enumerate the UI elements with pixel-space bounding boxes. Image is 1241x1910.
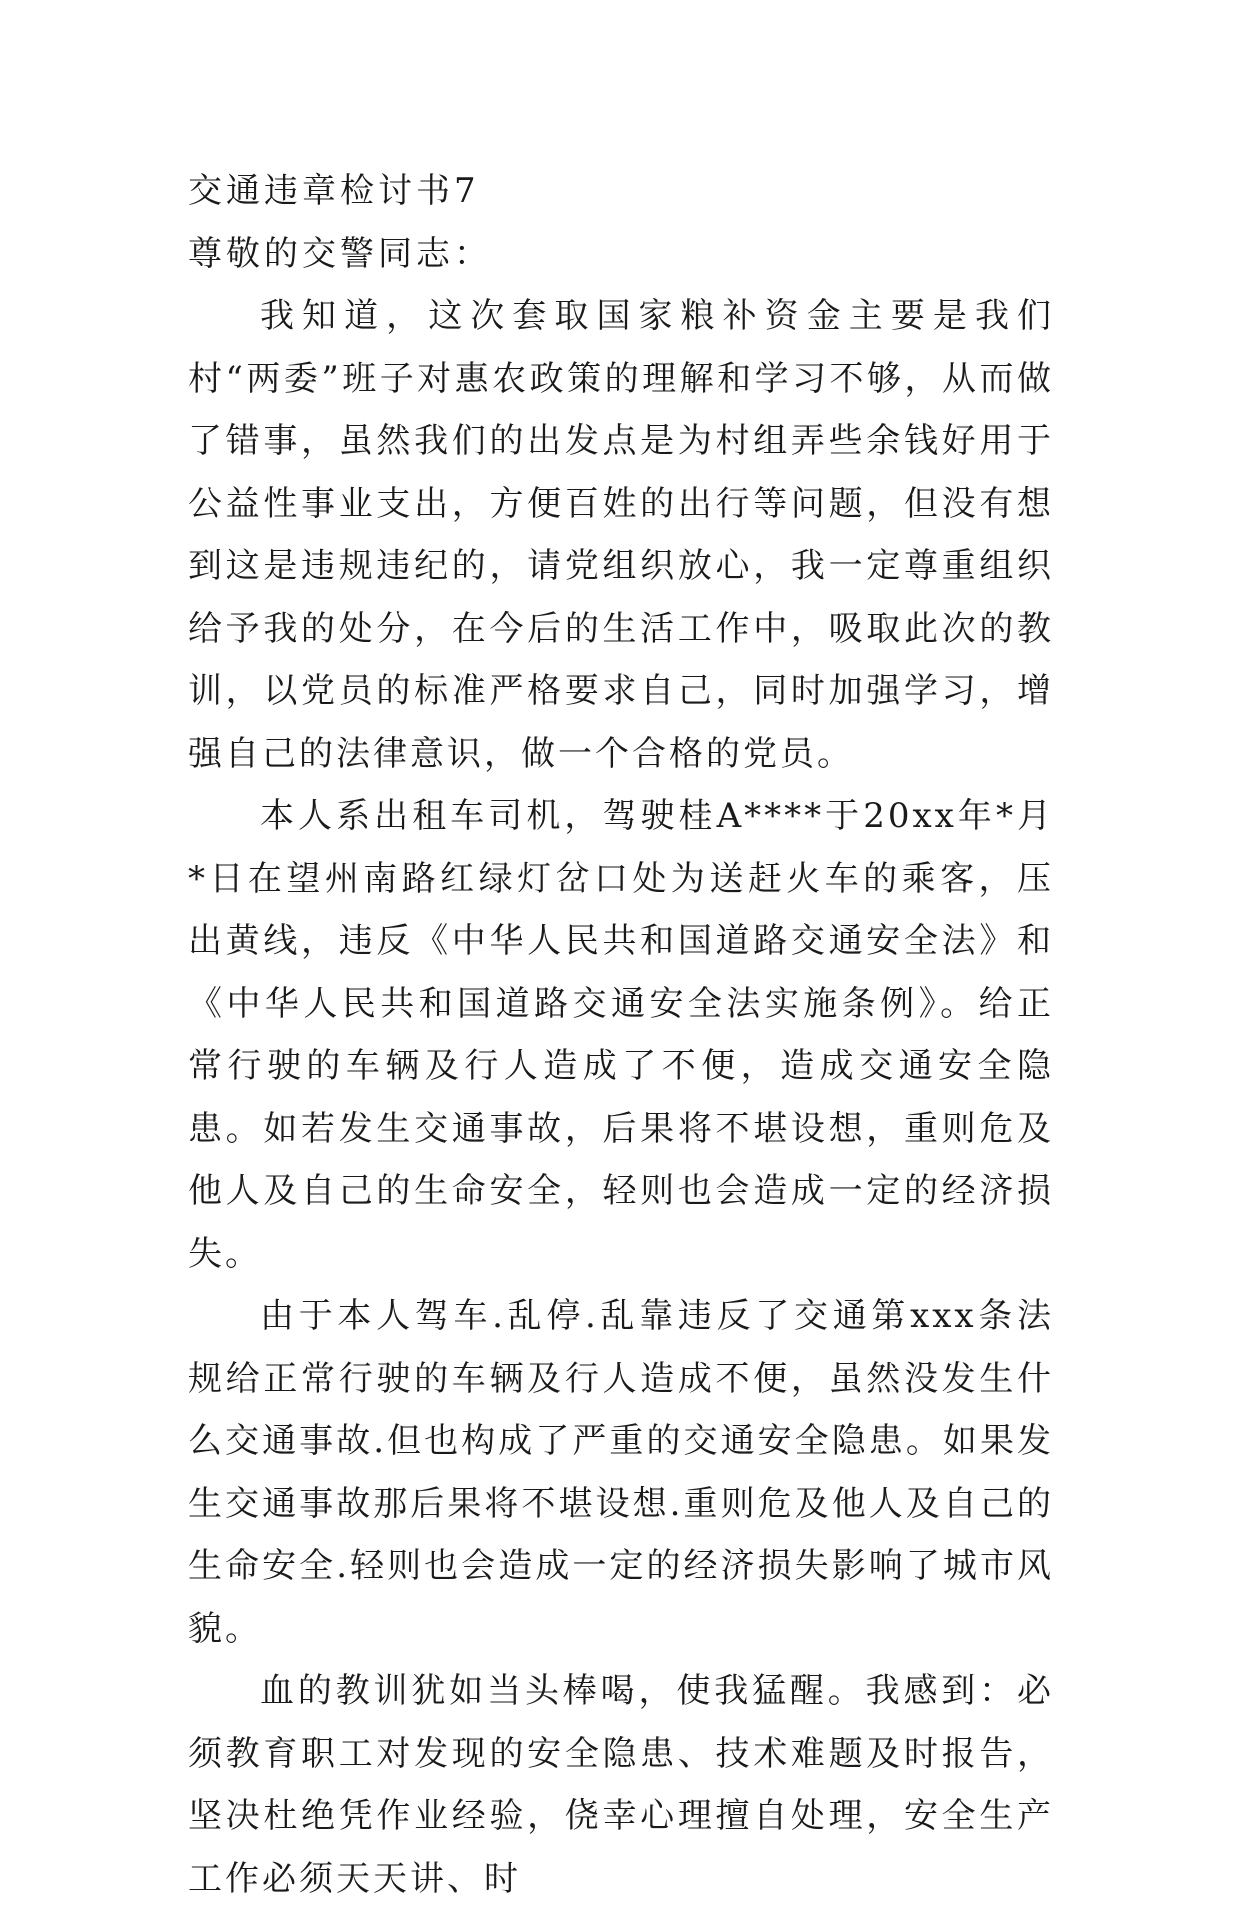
paragraph-3: 由于本人驾车.乱停.乱靠违反了交通第xxx条法规给正常行驶的车辆及行人造成不便，虽然没发生什么交通事故.但也构成了严重的交通安全隐患。如果发生交通事故那后果将不堪设想.重则危及他人及自己的生命安全.轻则也会造成一定的经济损失影响了城市风貌。: [188, 1296, 1054, 1649]
paragraph-1: 我知道，这次套取国家粮补资金主要是我们村“两委”班子对惠农政策的理解和学习不够，从而做了错事，虽然我们的出发点是为村组弄些余钱好用于公益性事业支出，方便百姓的出行等问题，但没有想到这是违规违纪的，请党组织放心，我一定尊重组织给予我的处分，在今后的生活工作中，吸取此次的教训，以党员的标准严格要求自己，同时加强学习，增强自己的法律意识，做一个合格的党员。: [188, 296, 1054, 774]
document-title: 交通违章检讨书7: [188, 171, 480, 211]
salutation: 尊敬的交警同志：: [188, 233, 492, 274]
paragraph-2: 本人系出租车司机，驾驶桂A****于20xx年*月*日在望州南路红绿灯岔口处为送赶火车的乘客，压出黄线，违反《中华人民共和国道路交通安全法》和《中华人民共和国道路交通安全法实施条例》。给正常行驶的车辆及行人造成了不便，造成交通安全隐患。如若发生交通事故，后果将不堪设想，重则危及他人及自己的生命安全，轻则也会造成一定的经济损失。: [188, 796, 1054, 1274]
document-body: [188, 160, 1054, 1910]
paragraph-4: 血的教训犹如当头棒喝，使我猛醒。我感到：必须教育职工对发现的安全隐患、技术难题及时报告，坚决杜绝凭作业经验，侥幸心理擅自处理，安全生产工作必须天天讲、时: [188, 1671, 1054, 1899]
